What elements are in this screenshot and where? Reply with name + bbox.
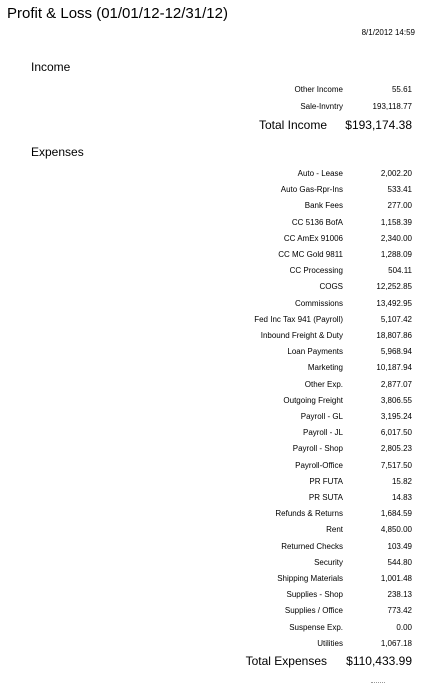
line-item-value: 2,340.00: [380, 233, 412, 243]
line-item-value: 15.82: [391, 476, 412, 486]
line-item-row: [0, 474, 439, 490]
line-item-value: 238.13: [387, 590, 412, 600]
line-item-label: CC Processing: [289, 266, 343, 276]
line-item-label: Payroll - JL: [302, 428, 343, 438]
line-item-label: Auto - Lease: [297, 169, 343, 178]
line-item-value: 533.41: [387, 185, 412, 195]
line-item-value: 1,684.59: [380, 509, 412, 519]
line-item-row: [0, 393, 439, 409]
line-item-row: [0, 539, 439, 555]
line-item-value: 5,968.94: [380, 347, 412, 357]
line-item-row: [0, 441, 439, 457]
line-item-row: [0, 198, 439, 214]
line-item-label: Payroll - Shop: [292, 444, 343, 454]
line-item-label: CC MC Gold 9811: [278, 250, 343, 259]
line-item-label: Utilities: [317, 638, 343, 648]
expenses-heading: Expenses: [31, 145, 84, 159]
line-item-value: 3,195.24: [380, 412, 412, 421]
line-item-value: 18,807.86: [376, 331, 412, 340]
line-item-value: 2,805.23: [380, 444, 412, 454]
line-item-label: Loan Payments: [287, 347, 343, 357]
line-item-label: Marketing: [307, 363, 343, 373]
line-item-row: [0, 636, 439, 652]
line-item-row: [0, 215, 439, 231]
line-item-value: 1,067.18: [380, 638, 412, 648]
line-item-row: [0, 620, 439, 636]
line-item-value: 14.83: [391, 493, 412, 502]
line-item-value: 55.61: [391, 85, 412, 94]
line-item-label: Rent: [326, 525, 343, 535]
line-item-label: Commissions: [294, 298, 343, 308]
line-item-label: CC 5136 BofA: [291, 217, 343, 227]
line-item-label: Other Exp.: [304, 379, 343, 389]
line-item-label: CC AmEx 91006: [283, 233, 343, 243]
line-item-row: [0, 279, 439, 295]
line-item-value: 6,017.50: [380, 428, 412, 438]
line-item-row: [0, 490, 439, 506]
line-item-label: Returned Checks: [281, 541, 343, 551]
line-item-label: Fed Inc Tax 941 (Payroll): [254, 314, 343, 324]
line-item-row: [0, 571, 439, 587]
total-income-label: Total Income: [258, 118, 327, 132]
line-item-row: [0, 425, 439, 441]
line-item-label: Supplies / Office: [284, 606, 343, 616]
line-item-label: Bank Fees: [304, 201, 343, 211]
line-item-label: Other Income: [294, 85, 343, 94]
line-item-value: 12,252.85: [376, 282, 412, 292]
line-item-row: [0, 263, 439, 279]
line-item-row: [0, 603, 439, 619]
line-item-row: [0, 555, 439, 571]
line-item-label: Suspense Exp.: [289, 622, 343, 632]
line-item-row: [0, 312, 439, 328]
line-item-label: Refunds & Returns: [275, 509, 343, 519]
line-item-label: Outgoing Freight: [283, 395, 343, 405]
line-item-label: Inbound Freight & Duty: [260, 331, 343, 340]
line-item-row: [0, 344, 439, 360]
line-item-value: 1,288.09: [380, 250, 412, 259]
line-item-value: 773.42: [387, 606, 412, 616]
line-item-value: 544.80: [387, 557, 412, 567]
line-item-label: Supplies - Shop: [286, 590, 343, 600]
line-item-value: 1,158.39: [380, 217, 412, 227]
line-item-row: [0, 377, 439, 393]
income-total-row: [0, 115, 439, 135]
line-item-row: [0, 458, 439, 474]
line-item-label: PR FUTA: [309, 476, 343, 486]
line-item-row: [0, 82, 439, 98]
line-item-label: Auto Gas-Rpr-Ins: [280, 185, 343, 195]
line-item-value: 10,187.94: [376, 363, 412, 373]
line-item-row: [0, 231, 439, 247]
line-item-value: 0.00: [396, 622, 412, 632]
line-item-row: [0, 506, 439, 522]
line-item-value: 277.00: [387, 201, 412, 211]
line-item-value: 1,001.48: [380, 574, 412, 583]
line-item-label: Sale-Invntry: [300, 101, 343, 111]
total-income-value: $193,174.38: [345, 118, 412, 132]
income-heading: Income: [31, 60, 71, 74]
expenses-total-row: [0, 651, 439, 671]
line-item-row: [0, 360, 439, 376]
line-item-row: [0, 587, 439, 603]
line-item-label: PR SUTA: [308, 493, 343, 502]
line-item-row: [0, 182, 439, 198]
line-item-row: [0, 522, 439, 538]
line-item-value: 7,517.50: [380, 460, 412, 470]
line-item-value: 2,002.20: [380, 169, 412, 178]
line-item-label: COGS: [319, 282, 343, 292]
line-item-value: 504.11: [388, 266, 412, 276]
line-item-row: [0, 166, 439, 182]
line-item-value: 3,806.55: [380, 395, 412, 405]
line-item-row: [0, 296, 439, 312]
line-item-row: [0, 409, 439, 425]
line-item-value: 5,107.42: [380, 314, 412, 324]
page-edge-mark: [371, 682, 385, 683]
line-item-label: Security: [314, 557, 343, 567]
line-item-label: Payroll - GL: [300, 412, 343, 421]
line-item-value: 2,877.07: [380, 379, 412, 389]
line-item-value: 13,492.95: [376, 298, 412, 308]
report-timestamp: 8/1/2012 14:59: [361, 28, 415, 37]
line-item-value: 103.49: [387, 541, 412, 551]
report-title: Profit & Loss (01/01/12-12/31/12): [7, 5, 228, 22]
line-item-label: Payroll-Office: [295, 460, 343, 470]
line-item-row: [0, 247, 439, 263]
line-item-row: [0, 99, 439, 115]
total-expenses-label: Total Expenses: [245, 654, 327, 668]
line-item-value: 4,850.00: [380, 525, 412, 535]
line-item-row: [0, 328, 439, 344]
total-expenses-value: $110,433.99: [346, 654, 412, 668]
line-item-value: 193,118.77: [372, 101, 412, 111]
line-item-label: Shipping Materials: [277, 574, 343, 583]
